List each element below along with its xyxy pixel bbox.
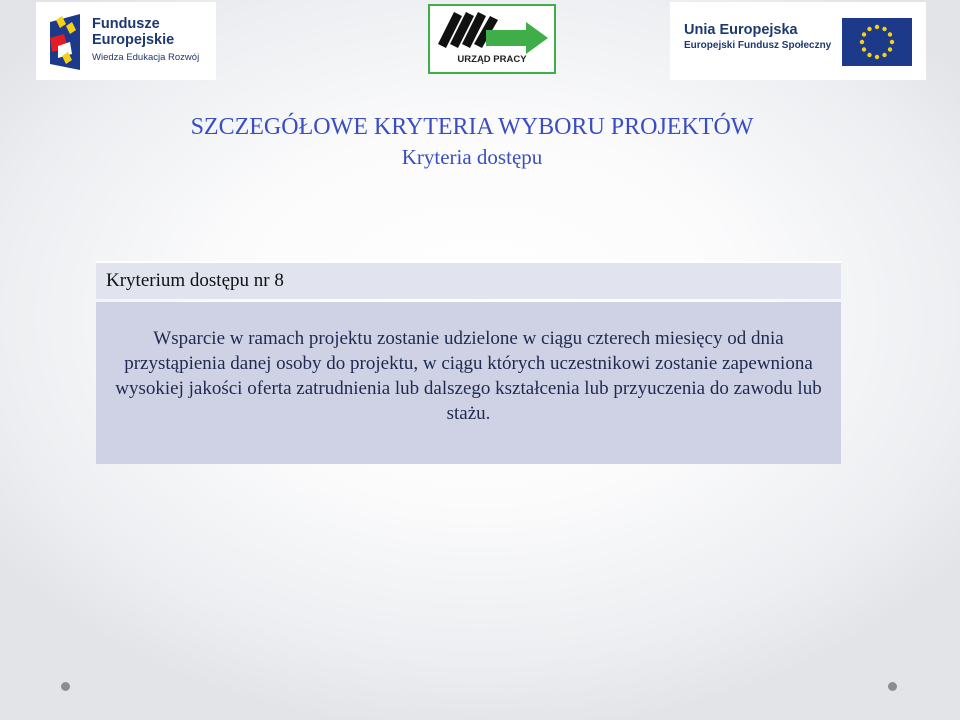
- unia-europejska-text: [684, 22, 831, 53]
- logo-bar: [0, 0, 960, 84]
- criterion-table: [96, 261, 841, 464]
- urzad-pracy-label: URZĄD PRACY: [457, 54, 527, 65]
- ue-line1: Unia Europejska: [684, 22, 798, 38]
- circle-bullet-icon: [888, 682, 897, 691]
- fundusze-europejskie-logo: [36, 2, 216, 80]
- fe-line2: Europejskie: [92, 32, 175, 48]
- criterion-header: Kryterium dostępu nr 8: [96, 261, 841, 299]
- unia-europejska-logo: [670, 2, 926, 80]
- ue-line2: Europejski Fundusz Społeczny: [684, 40, 832, 51]
- fe-line3: Wiedza Edukacja Rozwój: [92, 52, 200, 63]
- urzad-pracy-logo: [428, 4, 556, 74]
- circle-bullet-icon: [61, 682, 70, 691]
- criterion-body: Wsparcie w ramach projektu zostanie udzielone w ciągu czterech miesięcy od dnia przystąpienia danej osoby do projektu, w ciągu których uczestnikowi zostanie zapewniona wysokiej jakości oferta zatrudnienia lub dalszego kształcenia lub przyuczenia do zawodu lub stażu.: [96, 302, 841, 464]
- page-subtitle: Kryteria dostępu: [401, 145, 543, 169]
- headings: [0, 112, 944, 171]
- fe-line1: Fundusze: [92, 16, 160, 32]
- fundusze-europejskie-text: [92, 16, 199, 65]
- fundusze-europejskie-logo-icon: [42, 8, 92, 78]
- page-title: SZCZEGÓŁOWE KRYTERIA WYBORU PROJEKTÓW: [190, 114, 754, 140]
- eu-flag-icon: [842, 18, 912, 66]
